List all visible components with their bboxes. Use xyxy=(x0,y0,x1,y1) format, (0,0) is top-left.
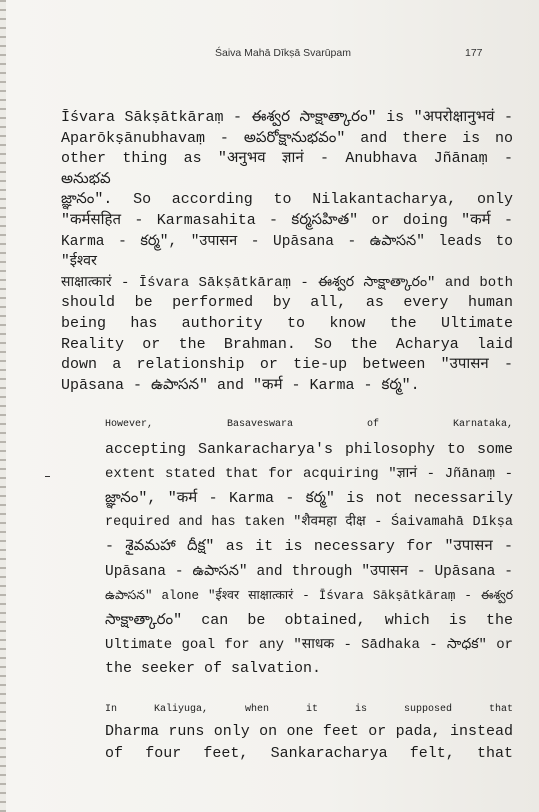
paragraph-2 xyxy=(61,413,513,681)
text-line: accepting Sankaracharya's philosophy to some xyxy=(105,440,513,458)
text-line: "कर्मसहित - Karmasahita - కర్మసహిత" or doing "कर्म - xyxy=(61,211,513,229)
text-line: జ్ఞానం". So according to Nilakantacharya, only xyxy=(61,191,513,209)
text-line: extent stated that for acquiring "ज्ञानं - Jñānaṃ - xyxy=(105,466,513,483)
text-line: should be performed by all, as every human xyxy=(61,294,513,312)
text-line: - శైవమహా దీక్ష" as it is necessary for "उपासन - xyxy=(105,538,513,556)
running-header-title: Śaiva Mahā Dīkṣā Svarūpam xyxy=(215,47,351,59)
text-line: ఉపాసన" alone "ईश्वर साक्षात्कारं - Īśvara Sākṣātkāraṃ - ఈశ్వర xyxy=(105,589,513,604)
page-number: 177 xyxy=(465,47,483,59)
text-line: In Kaliyuga, when it is supposed that xyxy=(105,703,513,715)
text-line: Upāsana - ఉపాసన" and through "उपासन - Upāsana - xyxy=(105,563,513,580)
text-line: సాక్షాత్కారం" can be obtained, which is the xyxy=(105,611,513,629)
text-line: Upāsana - ఉపాసన" and "कर्म - Karma - కర్మ". xyxy=(61,376,420,394)
text-line: జ్ఞానం", "कर्म - Karma - కర్మ" is not necessarily xyxy=(105,489,513,507)
text-line: Karma - కర్మ", "उपासन - Upāsana - ఉపాసన" leads to "ईश्वर xyxy=(61,233,513,271)
text-line: Aparōkṣānubhavaṃ - అపరోక్షానుభవం" and there is no xyxy=(61,129,513,147)
paragraph-3 xyxy=(61,699,513,765)
text-line: साक्षात्कारं - Īśvara Sākṣātkāraṃ - ఈశ్వర సాక్షాత్కారం" and both xyxy=(61,274,513,291)
binding-edge xyxy=(0,0,6,812)
text-line: being has authority to know the Ultimate xyxy=(61,314,513,332)
text-line: However, Basaveswara of Karnataka, xyxy=(105,419,513,431)
text-line: Ultimate goal for any "साधक - Sādhaka - సాధక" or xyxy=(105,636,513,653)
text-line: required and has taken "शैवमहा दीक्ष - Śaivamahā Dīkṣa xyxy=(105,514,513,530)
text-line: Reality or the Brahman. So the Acharya laid xyxy=(61,335,513,353)
text-line: the seeker of salvation. xyxy=(105,660,322,678)
paragraph-1 xyxy=(61,108,513,396)
text-line: Īśvara Sākṣātkāraṃ - ఈశ్వర సాక్షాత్కారం" is "अपरोक्षानुभवं - xyxy=(61,109,513,126)
text-line: of four feet, Sankaracharya felt, that xyxy=(105,744,513,762)
body-text xyxy=(61,108,513,765)
text-line: Dharma runs only on one feet or pada, instead xyxy=(105,722,513,740)
text-line: down a relationship or tie-up between "उपासन - xyxy=(61,356,513,374)
text-line: other thing as "अनुभव ज्ञानं - Anubhava Jñānaṃ - అనుభవ xyxy=(61,150,513,188)
margin-mark xyxy=(45,476,50,477)
